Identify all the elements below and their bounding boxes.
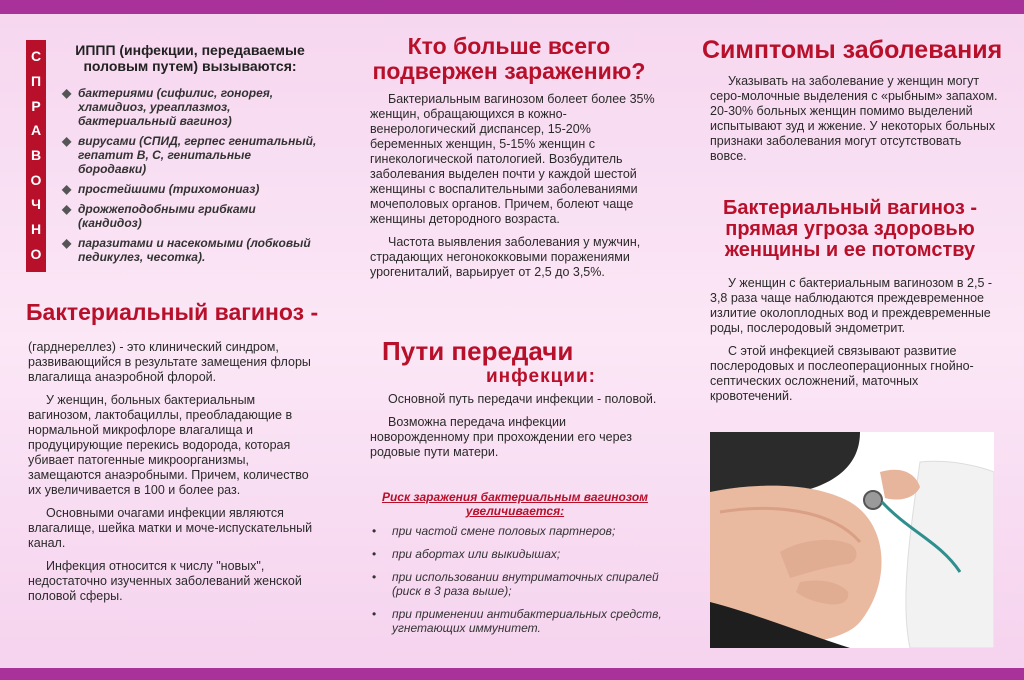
list-item: ◆ паразитами и насекомыми (лобковый педикулез, чесотка). (62, 236, 311, 264)
sti-causes-list (62, 86, 317, 270)
paragraph: Инфекция относится к числу "новых", недостаточно изученных заболеваний женской половой сферы. (28, 559, 302, 603)
diamond-bullet-icon: ◆ (62, 86, 72, 100)
bullet-dot-icon: • (372, 570, 377, 584)
bacterial-vaginosis-heading: Бактериальный вагиноз - (26, 299, 319, 325)
photo-illustration (710, 432, 994, 648)
risk-heading: Риск заражения бактериальным вагинозом увеличивается: (381, 490, 649, 518)
symptoms-body-text (710, 74, 1000, 164)
who-is-at-risk-heading: Кто больше всего подвержен заражению? (372, 33, 646, 84)
diamond-bullet-icon: ◆ (62, 134, 72, 148)
sidebar-letter: Ч (31, 196, 41, 213)
paragraph: У женщин, больных бактериальным вагинозом, лактобациллы, преобладающие в нормальной микрофлоре влагалища и продуцирующие перекись водорода, которая убивает патогенные микроорганизмы, замещаются анаэробными. Причем, количество их увеличивается в 100 и более раз. (28, 393, 309, 497)
paragraph: Бактериальным вагинозом болеет более 35% женщин, обращающихся в кожно-венерологический диспансер, 15-20% беременных женщин, 5-15% женщин с гинекологической патологией. Возбудитель заболевания выделен почти у каждой шестой женщины с воспалительными заболеваниями мочеполовых органов. Причем, болеют чаще женщины детородного возраста. (370, 92, 655, 226)
threat-heading: Бактериальный вагиноз - прямая угроза здоровью женщины и ее потомству (722, 197, 978, 261)
sidebar-letter: А (30, 122, 42, 139)
list-item: ◆ простейшими (трихомониаз) (62, 182, 260, 196)
sidebar-letter: П (30, 72, 42, 89)
sidebar-letter: Р (31, 97, 41, 114)
bullet-dot-icon: • (372, 607, 377, 621)
paragraph: Частота выявления заболевания у мужчин, страдающих негонококковыми поражениями урогениталий, варьирует от 2,5 до 3,5%. (370, 235, 641, 279)
sti-heading: ИППП (инфекции, передаваемые половым путем) вызываются: (75, 42, 305, 74)
transmission-heading: Пути передачи (382, 336, 574, 366)
list-item: • при частой смене половых партнеров; (372, 524, 616, 538)
bottom-band (0, 668, 1024, 680)
diamond-bullet-icon: ◆ (62, 202, 72, 216)
risk-factors-list (372, 524, 662, 644)
paragraph: У женщин с бактериальным вагинозом в 2,5 - 3,8 раза чаще наблюдаются преждевременное излитие околоплодных вод и преждевременные роды, послеродовый эндометрит. (710, 276, 993, 335)
sidebar-letter: Н (30, 220, 42, 237)
sidebar-label-tail (26, 262, 46, 272)
list-item: ◆ бактериями (сифилис, гонорея, хламидиоз, уреаплазмоз, бактериальный вагиноз) (62, 86, 274, 128)
threat-body-text (710, 276, 1002, 412)
diamond-bullet-icon: ◆ (62, 236, 72, 250)
paragraph: Основными очагами инфекции являются влагалище, шейка матки и моче-испускательный канал. (28, 506, 313, 550)
transmission-subheading: инфекции: (486, 366, 596, 387)
sidebar-letter: О (30, 171, 42, 188)
paragraph: Возможна передача инфекции новорожденному при прохождении его через родовые пути матери. (370, 415, 632, 459)
sidebar-letter: В (30, 146, 42, 163)
list-item: ◆ дрожжеподобными грибками (кандидоз) (62, 202, 256, 230)
pregnant-stethoscope-photo (710, 432, 994, 648)
symptoms-heading: Симптомы заболевания (702, 36, 1003, 64)
sidebar-letter: О (30, 245, 42, 262)
transmission-body-text (370, 392, 660, 468)
bullet-dot-icon: • (372, 524, 377, 538)
sidebar-letter: С (30, 48, 42, 65)
top-band (0, 0, 1024, 14)
list-item: ◆ вирусами (СПИД, герпес генитальный, гепатит В, С, генитальные бородавки) (62, 134, 317, 176)
list-item: • при применении антибактериальных средств, угнетающих иммунитет. (372, 607, 662, 635)
paragraph: Основной путь передачи инфекции - половой. (388, 392, 657, 406)
diamond-bullet-icon: ◆ (62, 182, 72, 196)
paragraph: Указывать на заболевание у женщин могут серо-молочные выделения с «рыбным» запахом. 20-30% больных женщин помимо выделений испытывают зуд и жжение. У некоторых больных признаки заболевания могут отсутствовать вовсе. (710, 74, 998, 163)
left-body-text (28, 340, 318, 612)
paragraph: (гарднереллез) - это клинический синдром, развивающийся в результате замещения флоры влагалища анаэробной флорой. (28, 340, 311, 384)
middle-body-text (370, 92, 660, 288)
paragraph: С этой инфекцией связывают развитие послеродовых и послеоперационных гнойно-септических осложнений, маточных кровотечений. (710, 344, 974, 403)
list-item: • при абортах или выкидышах; (372, 547, 561, 561)
reference-sidebar-label (26, 40, 46, 270)
bullet-dot-icon: • (372, 547, 377, 561)
list-item: • при использовании внутриматочных спиралей (риск в 3 раза выше); (372, 570, 659, 598)
